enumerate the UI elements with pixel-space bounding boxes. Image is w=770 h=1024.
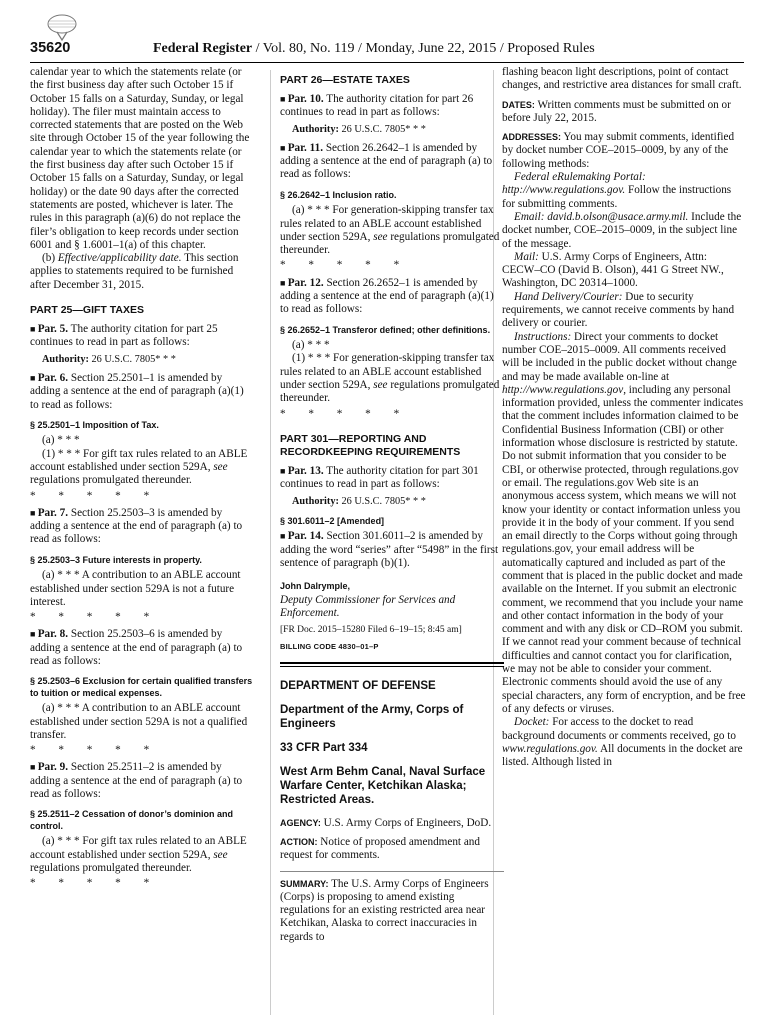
ellipsis-stars: * * * * * — [30, 611, 150, 624]
paragraph: Docket: For access to the docket to read background documents or comments received, go to www.regulations.gov. All documents in the docket are listed. Although listed in — [502, 716, 743, 769]
ellipsis-stars: * * * * * — [280, 259, 400, 272]
paragraph: Email: david.b.olson@usace.army.mil. Include the docket number, COE–2015–0009, in the subject line of the message. — [502, 210, 742, 250]
issue-details: / Vol. 80, No. 119 / Monday, June 22, 2015 / Proposed Rules — [252, 41, 595, 56]
running-head — [153, 41, 595, 57]
paragraph: (a) * * * — [42, 434, 80, 447]
part-heading: PART 26—ESTATE TAXES — [280, 74, 410, 86]
separator-rule — [280, 666, 504, 667]
summary-paragraph: SUMMARY: The U.S. Army Corps of Engineers (Corps) is proposing to amend existing regulations for an existing restricted area near Ketchikan, Alaska to correct inaccuracies in regards to — [280, 877, 489, 943]
action-line: ACTION: Notice of proposed amendment and request for comments. — [280, 836, 480, 862]
dates-paragraph: DATES: Written comments must be submitted on or before July 22, 2015. — [502, 98, 731, 124]
rule-title: West Arm Behm Canal, Naval Surface Warfare Center, Ketchikan Alaska; Restricted Areas. — [280, 765, 486, 806]
section-heading: § 26.2642–1 Inclusion ratio. — [280, 189, 397, 200]
cfr-part-heading: 33 CFR Part 334 — [280, 741, 368, 754]
amendment-par: ■ Par. 6. Section 25.2501–1 is amended by adding a sentence at the end of paragraph (a)(1) to read as follows: — [30, 371, 244, 411]
section-heading: § 25.2503–6 Exclusion for certain qualified transfers to tuition or medical expenses. — [30, 676, 253, 698]
column-1 — [30, 66, 254, 1014]
amendment-par: ■ Par. 12. Section 26.2652–1 is amended by adding a sentence at the end of paragraph (a)(1) to read as follows: — [280, 276, 494, 316]
column-3 — [502, 66, 746, 1014]
subagency-heading: Department of the Army, Corps of Engineers — [280, 703, 464, 730]
page-number: 35620 — [30, 40, 71, 56]
part-heading: PART 301—REPORTING AND RECORDKEEPING REQUIREMENTS — [280, 432, 461, 458]
ellipsis-stars: * * * * * — [30, 877, 150, 890]
billing-code: BILLING CODE 4830–01–P — [280, 642, 379, 652]
amendment-par: ■ Par. 10. The authority citation for part 26 continues to read in part as follows: — [280, 93, 474, 119]
agency-line: AGENCY: U.S. Army Corps of Engineers, DoD. — [280, 816, 492, 829]
section-heading: § 26.2652–1 Transferor defined; other definitions. — [280, 324, 491, 335]
amendment-par: ■ Par. 13. The authority citation for part 301 continues to read in part as follows: — [280, 464, 479, 491]
amendment-par: ■ Par. 8. Section 25.2503–6 is amended by adding a sentence at the end of paragraph (a) to read as follows: — [30, 628, 243, 667]
paragraph: Hand Delivery/Courier: Due to security requirements, we cannot receive comments by hand delivery or courier. — [502, 290, 735, 330]
paragraph: Instructions: Direct your comments to docket number COE–2015–0009. All comments received will be included in the public docket without change and may be made available on-line at http://www.regulations.gov, including any personal information provided, unless the commenter indicates that the comment includes information claimed to be Confidential Business Information (CBI) or other information whose disclosure is restricted by statute. Do not submit information that you consider to be CBI, or otherwise protected, through regulations.gov or email. The regulations.gov Web site is an anonymous access system, which means we will not know your identity or contact information unless you provide it in the body of your comment. If you send an email directly to the Corps without going through regulations.gov, your email address will be automatically captured and included as part of the comment that is placed in the public docket and made available on the Internet. If you submit an electronic comment, we recommend that you include your name and other contact information in the body of your comment and with any disk or CD–ROM you submit. If we cannot read your comment because of technical difficulties and cannot contact you for clarification, we may not be able to consider your comment. Electronic comments should avoid the use of any special characters, any form of encryption, and be free of any defects or viruses. — [502, 330, 746, 715]
amendment-par: ■ Par. 14. Section 301.6011–2 is amended by adding the word “series” after “5498” in the first sentence of paragraph (b)(1). — [280, 530, 499, 569]
authority-citation: Authority: 26 U.S.C. 7805* * * — [42, 353, 176, 365]
department-heading: DEPARTMENT OF DEFENSE — [280, 679, 436, 692]
page-header — [30, 40, 750, 62]
amendment-par: ■ Par. 7. Section 25.2503–3 is amended by adding a sentence at the end of paragraph (a) to read as follows: — [30, 506, 243, 546]
paragraph: (a) * * * For gift tax rules related to an ABLE account established under section 529A, see regulations promulgated thereunder. — [30, 835, 247, 874]
journal-name: Federal Register — [153, 41, 253, 56]
section-heading: § 25.2511–2 Cessation of donor’s dominion and control. — [30, 809, 234, 831]
paragraph: Mail: U.S. Army Corps of Engineers, Attn: CECW–CO (David B. Olson), 441 G Street NW., Washington, DC 20314–1000. — [502, 250, 724, 290]
part-heading: PART 25—GIFT TAXES — [30, 304, 144, 317]
paragraph: (a) * * * — [292, 339, 330, 352]
addresses-paragraph: ADDRESSES: You may submit comments, identified by docket number COE–2015–0009, by any of the following methods: — [502, 131, 735, 170]
authority-citation: Authority: 26 U.S.C. 7805* * * — [292, 495, 426, 507]
paragraph: (b) Effective/applicability date. This section applies to statements required to be furnished after December 31, 2015. — [30, 252, 239, 291]
paragraph: (1) * * * For generation-skipping transfer tax rules related to an ABLE account established under section 529A, see regulations promulgated thereunder. — [280, 352, 500, 405]
separator-rule — [280, 871, 504, 872]
fr-doc-line: [FR Doc. 2015–15280 Filed 6–19–15; 8:45 am] — [280, 625, 462, 636]
separator-rule — [280, 662, 504, 664]
signer-name: John Dalrymple, — [280, 581, 351, 592]
amendment-par: ■ Par. 11. Section 26.2642–1 is amended by adding a sentence at the end of paragraph (a) to read as follows: — [280, 141, 493, 181]
paragraph: calendar year to which the statements relate (or the first business day after such October 15 if October 15 falls on a Saturday, Sunday, or legal holiday). The filer must maintain access to corrected statements that are posted on the Web site through October 15 of the year following the calendar year to which the statements relate (or the first business day after such October 15 if October 15 falls on a Saturday, Sunday, or legal holiday) or the date 90 days after the corrected statements are posted, whichever is later. The rules in this paragraph (a)(6) do not replace the filer’s obligation to keep records under section 6001 and § 1.6001–1(a) of this chapter. — [30, 66, 250, 251]
authority-citation: Authority: 26 U.S.C. 7805* * * — [292, 123, 426, 135]
paragraph: flashing beacon light descriptions, point of contact changes, and restrictive area distances for small craft. — [502, 66, 742, 92]
paragraph: (a) * * * A contribution to an ABLE account established under section 529A is not a future interest. — [30, 569, 241, 608]
ellipsis-stars: * * * * * — [30, 489, 150, 502]
paragraph: (a) * * * For generation-skipping transfer tax rules related to an ABLE account established under section 529A, see regulations promulgated thereunder. — [280, 204, 500, 257]
ellipsis-stars: * * * * * — [280, 407, 400, 420]
header-rule — [30, 62, 744, 63]
paragraph: (1) * * * For gift tax rules related to an ABLE account established under section 529A, see regulations promulgated thereunder. — [30, 447, 248, 487]
column-divider — [270, 70, 271, 1015]
section-heading: § 25.2503–3 Future interests in property. — [30, 554, 202, 565]
ellipsis-stars: * * * * * — [30, 744, 150, 757]
amendment-par: ■ Par. 5. The authority citation for part 25 continues to read in part as follows: — [30, 323, 218, 349]
column-2 — [280, 66, 504, 1014]
paragraph: (a) * * * A contribution to an ABLE account established under section 529A is not a qualified transfer. — [30, 702, 248, 741]
section-heading: § 301.6011–2 [Amended] — [280, 515, 385, 526]
signer-title: Deputy Commissioner for Services and Enforcement. — [280, 593, 456, 619]
section-heading: § 25.2501–1 Imposition of Tax. — [30, 419, 159, 430]
amendment-par: ■ Par. 9. Section 25.2511–2 is amended by adding a sentence at the end of paragraph (a) to read as follows: — [30, 761, 243, 801]
paragraph: Federal eRulemaking Portal: http://www.regulations.gov. Follow the instructions for submitting comments. — [502, 171, 732, 210]
